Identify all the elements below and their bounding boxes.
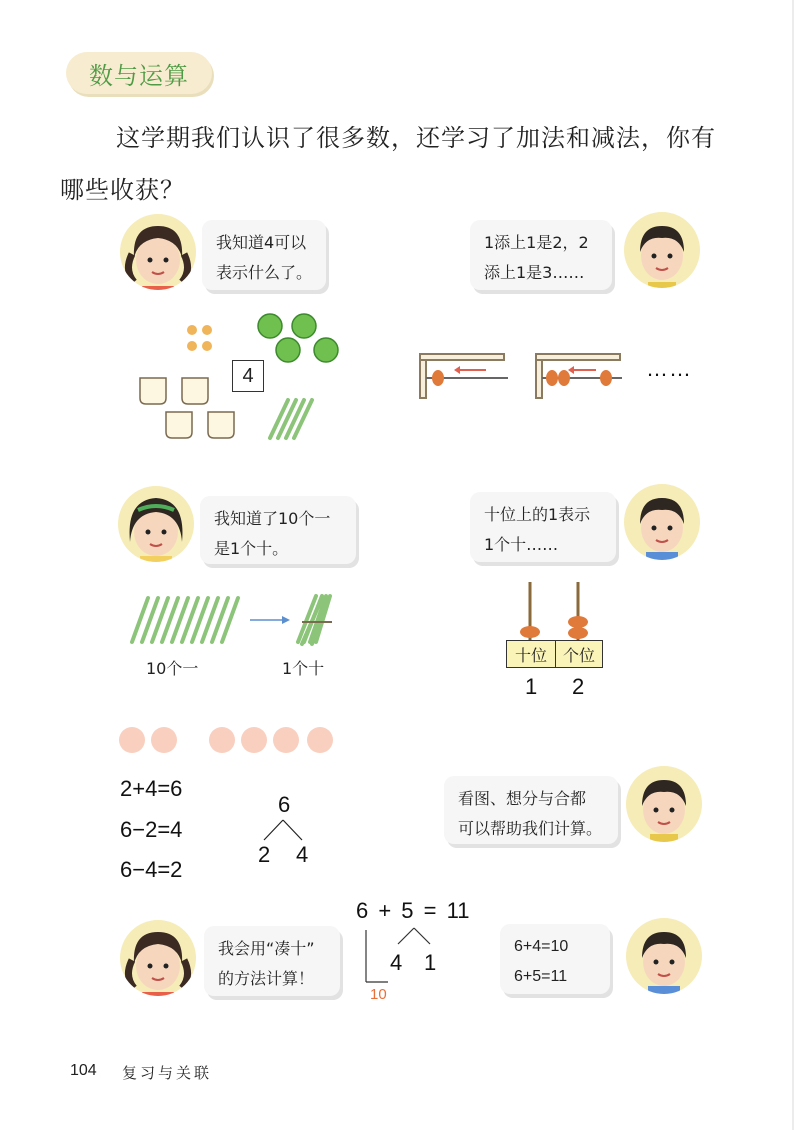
speech-bubble-1	[202, 220, 326, 290]
boy-avatar-4	[626, 918, 702, 994]
split-branches	[258, 818, 308, 844]
make-ten-diagram	[362, 926, 462, 988]
speech-bubble-6	[204, 926, 340, 996]
equation-3: 6−4=2	[120, 857, 183, 882]
split-left: 2	[258, 842, 271, 867]
equation-2: 6−2=4	[120, 817, 183, 842]
bubble-6-line-1: 我会用“凑十”	[218, 939, 315, 958]
number-four-box: 4	[232, 360, 264, 392]
four-apples	[258, 314, 338, 362]
bundle-of-ten	[298, 596, 330, 644]
bubble-3-line-1: 我知道了10个一	[214, 509, 331, 528]
page-number: 104	[70, 1062, 97, 1079]
bubble-2-line-1: 1添上1是2，2	[484, 233, 589, 252]
ten-ones-label: 10个一	[146, 659, 199, 678]
ten-loose-sticks	[132, 598, 238, 642]
bubble-6-line-2: 的方法计算！	[218, 969, 315, 988]
four-cups	[140, 378, 234, 438]
make-ten-split-right: 1	[424, 950, 437, 975]
ones-bead-2	[568, 627, 588, 639]
girl-avatar-3	[120, 920, 196, 996]
split-top: 6	[278, 792, 291, 817]
ones-digit: 2	[572, 674, 585, 699]
speech-bubble-4	[470, 492, 616, 562]
four-dots	[187, 325, 212, 351]
split-right: 4	[296, 842, 309, 867]
one-ten-label: 1个十	[282, 659, 325, 678]
arrow-head	[282, 616, 290, 624]
dot-groups	[114, 724, 344, 756]
bubble-3-line-2: 是1个十。	[214, 539, 289, 558]
bubble-1-line-1: 我知道4可以	[216, 233, 307, 252]
section-title: 数与运算	[66, 52, 212, 94]
girl-avatar	[120, 214, 196, 290]
speech-bubble-5	[444, 776, 618, 844]
make-ten-split-left: 4	[390, 950, 403, 975]
page-edge	[792, 0, 794, 1130]
bubble-5-line-1: 看图、想分与合都	[458, 789, 587, 808]
place-value-abacus	[506, 580, 606, 642]
ones-bead-1	[568, 616, 588, 628]
equation-1: 2+4=6	[120, 776, 183, 801]
tens-bead	[520, 626, 540, 638]
bubble-7-line-1: 6+4=10	[514, 938, 569, 955]
bubble-7-line-2: 6+5=11	[514, 968, 568, 985]
ones-place-box: 个位	[555, 640, 603, 668]
bubble-4-line-1: 十位上的1表示	[484, 505, 591, 524]
girl-avatar-2	[118, 486, 194, 562]
ellipsis: ……	[646, 356, 692, 381]
intro-text: 这学期我们认识了很多数，还学习了加法和减法，你有哪些收获？	[60, 124, 716, 204]
bubble-2-line-2: 添上1是3……	[484, 263, 585, 282]
group-of-two	[119, 727, 177, 753]
bubble-5-line-2: 可以帮助我们计算。	[458, 819, 603, 838]
speech-bubble-7	[500, 924, 610, 994]
boy-avatar-3	[626, 766, 702, 842]
four-sticks	[270, 400, 312, 438]
make-ten-sum: 10	[370, 986, 387, 1003]
abacus-sequence	[416, 350, 626, 406]
bubble-4-line-2: 1个十……	[484, 535, 559, 554]
boy-avatar-2	[624, 484, 700, 560]
chapter-title: 复习与关联	[122, 1064, 213, 1082]
group-of-four	[209, 727, 333, 753]
make-ten-equation: 6 + 5 = 11	[356, 898, 470, 923]
speech-bubble-3	[200, 496, 356, 564]
tens-place-box: 十位	[506, 640, 556, 668]
bubble-1-line-2: 表示什么了。	[216, 263, 313, 282]
boy-avatar	[624, 212, 700, 288]
tens-digit: 1	[525, 674, 538, 699]
ten-sticks-illustration	[126, 590, 342, 650]
speech-bubble-2	[470, 220, 612, 290]
